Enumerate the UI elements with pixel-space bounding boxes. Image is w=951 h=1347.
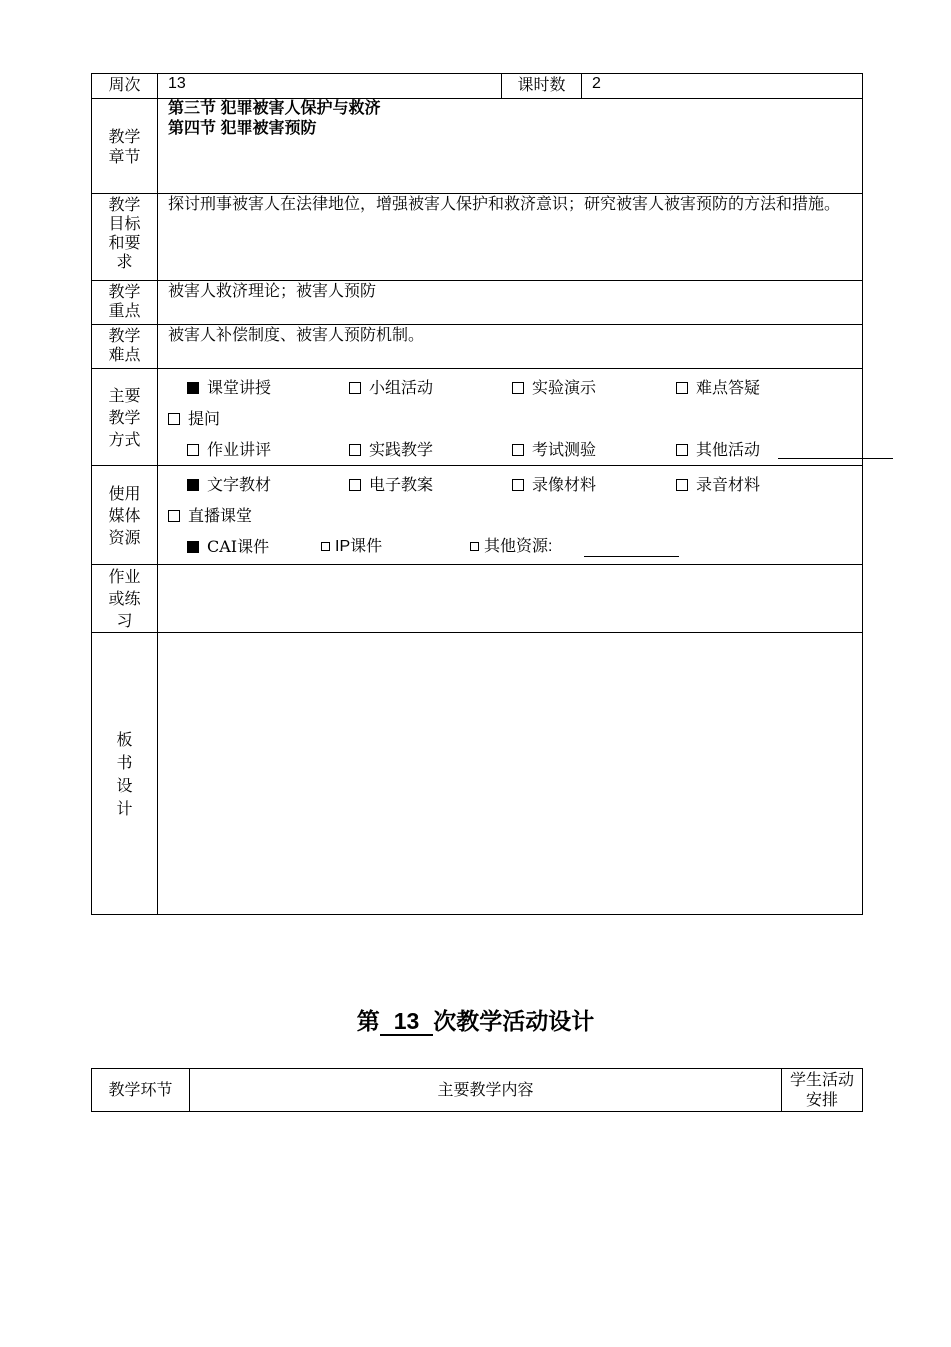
exercise-cell[interactable] — [158, 565, 863, 633]
hours-value: 2 — [582, 74, 863, 99]
week-label: 周次 — [92, 74, 158, 99]
unchecked-box-icon — [168, 413, 180, 425]
week-value: 13 — [158, 74, 502, 99]
media-text-material[interactable]: 文字教材 — [187, 469, 271, 500]
method-other[interactable]: 其他活动 — [676, 434, 760, 465]
media-cell — [158, 466, 863, 565]
hours-label: 课时数 — [502, 74, 582, 99]
media-audio[interactable]: 录音材料 — [676, 469, 760, 500]
methods-label: 主要教学方式 — [108, 385, 141, 449]
checked-box-icon — [187, 382, 199, 394]
method-qa[interactable]: 难点答疑 — [676, 372, 760, 403]
focus-label: 教学重点 — [108, 282, 141, 320]
col-teaching-stage: 教学环节 — [108, 1080, 173, 1099]
method-question[interactable]: 提问 — [168, 403, 220, 434]
focus-text: 被害人救济理论；被害人预防 — [158, 281, 863, 325]
unchecked-box-icon — [512, 382, 524, 394]
page-title-prefix: 第 — [356, 1008, 380, 1034]
method-exam[interactable]: 考试测验 — [512, 434, 596, 465]
difficulty-text: 被害人补偿制度、被害人预防机制。 — [158, 325, 863, 369]
unchecked-box-icon — [349, 382, 361, 394]
difficulty-label: 教学难点 — [108, 326, 141, 364]
board-cell[interactable] — [158, 633, 863, 915]
unchecked-box-icon — [187, 444, 199, 456]
media-label: 使用媒体资源 — [108, 483, 141, 547]
exercise-label: 作业或练习 — [108, 567, 141, 630]
media-e-plan[interactable]: 电子教案 — [349, 469, 433, 500]
chapter-line-2: 第四节 犯罪被害预防 — [168, 120, 317, 137]
lesson-plan-table — [91, 73, 863, 915]
unchecked-box-icon — [321, 542, 330, 551]
chapter-cell — [158, 99, 863, 194]
col-main-content: 主要教学内容 — [190, 1069, 782, 1112]
unchecked-box-icon — [349, 444, 361, 456]
methods-cell — [158, 369, 863, 466]
unchecked-box-icon — [512, 444, 524, 456]
unchecked-box-icon — [676, 479, 688, 491]
goals-text: 探讨刑事被害人在法律地位，增强被害人保护和救济意识；研究被害人被害预防的方法和措施。 — [158, 194, 863, 281]
activity-table-header — [91, 1068, 863, 1112]
chapter-line-1: 第三节 犯罪被害人保护与救济 — [168, 100, 381, 117]
checked-box-icon — [187, 479, 199, 491]
unchecked-box-icon — [676, 382, 688, 394]
unchecked-box-icon — [470, 542, 479, 551]
page-title-suffix: 次教学活动设计 — [433, 1008, 595, 1034]
method-lecture[interactable]: 课堂讲授 — [187, 372, 271, 403]
method-practice[interactable]: 实践教学 — [349, 434, 433, 465]
unchecked-box-icon — [168, 510, 180, 522]
method-homework-review[interactable]: 作业讲评 — [187, 434, 271, 465]
chapter-label: 教学章节 — [108, 126, 141, 166]
media-live[interactable]: 直播课堂 — [168, 500, 252, 531]
media-video[interactable]: 录像材料 — [512, 469, 596, 500]
method-group[interactable]: 小组活动 — [349, 372, 433, 403]
media-other[interactable]: 其他资源: — [470, 531, 552, 562]
page-title-number: 13 — [380, 1008, 434, 1036]
media-ip[interactable]: IP课件 — [321, 531, 382, 562]
method-other-underline — [778, 458, 893, 459]
unchecked-box-icon — [349, 479, 361, 491]
board-label: 板书设计 — [116, 730, 133, 818]
page-title — [0, 1003, 951, 1036]
goals-label: 教学目标和要求 — [108, 195, 141, 271]
method-experiment[interactable]: 实验演示 — [512, 372, 596, 403]
checked-box-icon — [187, 541, 199, 553]
col-student-activity: 学生活动安排 — [790, 1070, 855, 1109]
media-cai[interactable]: CAI课件 — [187, 531, 269, 562]
media-other-blank[interactable] — [584, 536, 679, 557]
unchecked-box-icon — [676, 444, 688, 456]
unchecked-box-icon — [512, 479, 524, 491]
